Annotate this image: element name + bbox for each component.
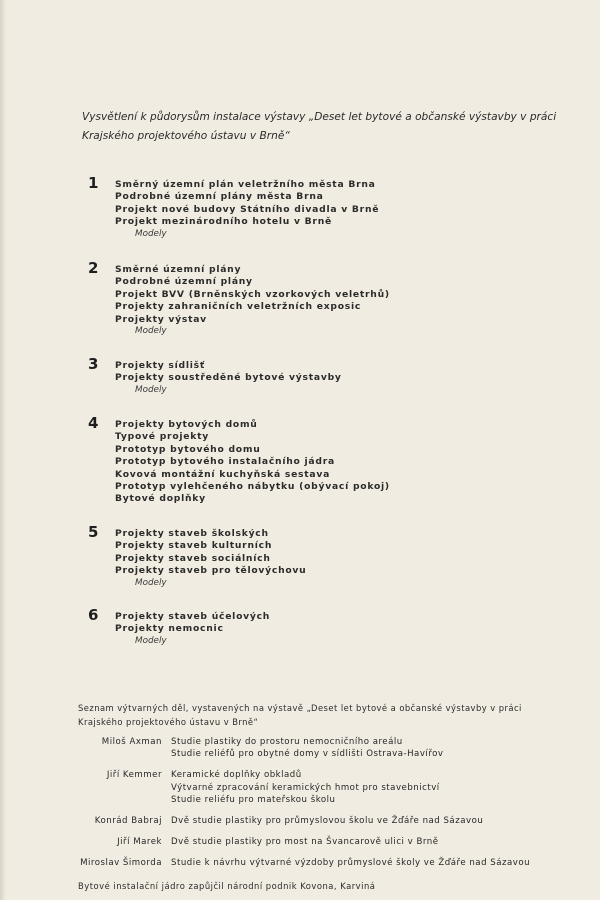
section-item: Prototyp vylehčeného nábytku (obývací pokoj)	[115, 481, 390, 493]
section-item: Projekt mezinárodního hotelu v Brně	[115, 216, 332, 228]
artist-entry	[0, 857, 600, 869]
section-item: Projekty staveb pro tělovýchovu	[115, 565, 307, 577]
section-number: 1	[88, 174, 99, 192]
artist-works	[171, 857, 600, 869]
section-item: Projekt nové budovy Státního divadla v Brně	[115, 203, 380, 215]
artist-work: Výtvarné zpracování keramických hmot pro stavebnictví	[171, 782, 440, 793]
artist-name: Miroslav Šimorda	[80, 858, 162, 869]
section-item: Projekt BVV (Brněnských vzorkových veletrhů)	[115, 288, 390, 300]
section-items	[115, 179, 379, 240]
section-item: Projekty sídlišť	[115, 360, 205, 371]
section-number: 6	[88, 606, 99, 624]
artist-entry	[0, 769, 600, 806]
artist-works	[171, 815, 600, 827]
artist-entry	[0, 815, 600, 827]
section-items	[115, 528, 306, 589]
artist-entry	[0, 836, 600, 848]
section-items	[115, 611, 270, 647]
section-item: Typové projekty	[115, 431, 210, 443]
section-items	[115, 360, 342, 396]
footer-note: Bytové instalační jádro zapůjčil národní podnik Kovona, Karviná	[78, 881, 376, 891]
section-item: Projekty nemocnic	[115, 623, 224, 635]
section-note: Modely	[135, 635, 167, 646]
artist-name: Jiří Marek	[117, 837, 162, 848]
artist-work: Keramické doplňky obkladů	[171, 770, 302, 781]
section-item: Projekty výstav	[115, 313, 207, 325]
section-item: Bytové doplňky	[115, 493, 206, 505]
artist-work: Studie reliéfu pro mateřskou školu	[171, 794, 336, 805]
artist-entry	[0, 736, 600, 760]
section-item: Podrobné územní plány města Brna	[115, 191, 324, 203]
section-item: Projekty staveb kulturních	[115, 540, 273, 552]
artworks-intro: Seznam výtvarných děl, vystavených na výstavě „Deset let bytové a občanské výstavby v práci Krajského projektového ústavu v Brně“	[78, 703, 522, 727]
section-items	[115, 419, 390, 506]
page-heading: Vysvětlení k půdorysům instalace výstavy „Deset let bytové a občanské výstavby v práci Krajského projektového ústavu v Brně“	[82, 111, 557, 142]
section-number: 3	[88, 355, 99, 373]
artist-works	[171, 736, 600, 760]
section-item: Projekty zahraničních veletržních exposic	[115, 301, 362, 313]
section-number: 5	[88, 523, 99, 541]
section-item: Směrné územní plány	[115, 264, 242, 275]
artist-work: Dvě studie plastiky pro průmyslovou školu ve Žďáře nad Sázavou	[171, 816, 484, 827]
artist-works	[171, 836, 600, 848]
artist-work: Dvě studie plastiky pro most na Švancarově ulici v Brně	[171, 837, 439, 848]
section-item: Projekty bytových domů	[115, 419, 258, 430]
artist-work: Studie reliéfů pro obytné domy v sídlišti Ostrava-Havířov	[171, 749, 444, 760]
artist-name: Jiří Kemmer	[106, 770, 162, 781]
section-note: Modely	[135, 577, 167, 588]
section-item: Prototyp bytového domu	[115, 443, 261, 455]
artist-name: Konrád Babraj	[94, 816, 162, 827]
section-item: Směrný územní plán veletržního města Brna	[115, 179, 376, 190]
section-item: Projekty staveb účelových	[115, 611, 271, 622]
section-items	[115, 264, 390, 337]
artist-works	[171, 769, 600, 806]
section-item: Projekty soustředěné bytové výstavby	[115, 372, 342, 384]
section-note: Modely	[135, 228, 167, 239]
section-item: Podrobné územní plány	[115, 276, 253, 288]
section-item: Projekty staveb školských	[115, 528, 269, 539]
section-item: Kovová montážní kuchyňská sestava	[115, 468, 331, 480]
section-note: Modely	[135, 326, 167, 337]
section-item: Prototyp bytového instalačního jádra	[115, 456, 335, 468]
artist-work: Studie k návrhu výtvarné výzdoby průmyslové školy ve Žďáře nad Sázavou	[171, 858, 531, 869]
section-number: 4	[88, 414, 99, 432]
section-number: 2	[88, 259, 99, 277]
section-item: Projekty staveb sociálních	[115, 552, 271, 564]
artists-list	[0, 736, 600, 870]
section-note: Modely	[135, 384, 167, 395]
artist-name: Miloš Axman	[101, 737, 162, 747]
artist-work: Studie plastiky do prostoru nemocničního areálu	[171, 737, 403, 747]
